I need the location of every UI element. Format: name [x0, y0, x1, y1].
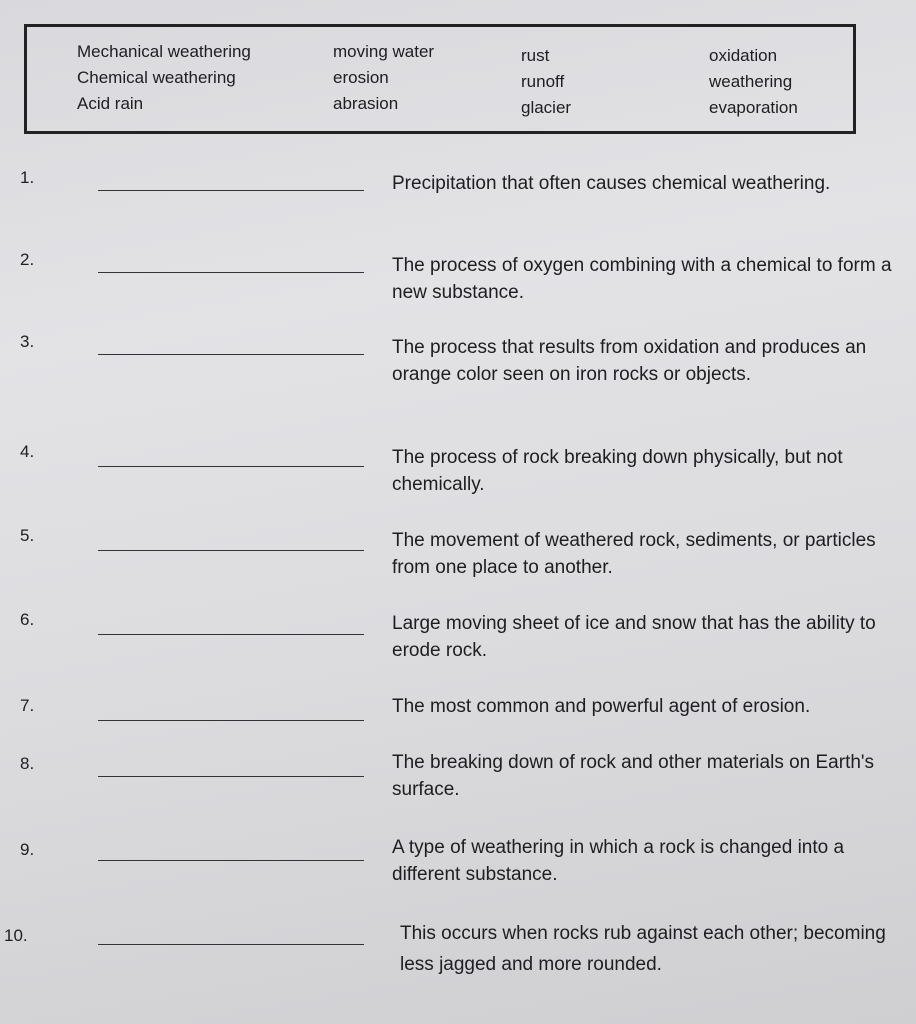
word-bank-column — [521, 43, 571, 121]
answer-blank[interactable] — [98, 860, 364, 861]
answer-blank[interactable] — [98, 354, 364, 355]
word-bank-term: Chemical weathering — [77, 68, 236, 87]
answer-blank[interactable] — [98, 466, 364, 467]
word-bank-column — [333, 39, 434, 117]
word-bank-term: abrasion — [333, 94, 399, 113]
word-bank-term: erosion — [333, 68, 389, 87]
question-number: 6. — [20, 610, 35, 629]
word-bank-term: moving water — [333, 42, 435, 61]
word-bank-box — [24, 24, 856, 134]
question-number: 5. — [20, 526, 35, 545]
question-definition: The breaking down of rock and other materials on Earth's surface. — [392, 752, 875, 800]
word-bank-term: rust — [521, 46, 550, 65]
question-definition: The process that results from oxidation and produces an orange color seen on iron rocks or objects. — [392, 337, 867, 385]
answer-blank[interactable] — [98, 550, 364, 551]
question-definition: A type of weathering in which a rock is changed into a different substance. — [392, 837, 845, 885]
question-definition: The process of oxygen combining with a chemical to form a new substance. — [392, 255, 892, 303]
word-bank-term: runoff — [521, 72, 565, 91]
answer-blank[interactable] — [98, 634, 364, 635]
question-number: 7. — [20, 696, 35, 715]
question-number: 9. — [20, 840, 35, 859]
question-definition: Large moving sheet of ice and snow that has the ability to erode rock. — [392, 613, 876, 661]
question-number: 10. — [4, 926, 28, 945]
word-bank-term: oxidation — [709, 46, 778, 65]
answer-blank[interactable] — [98, 720, 364, 721]
question-number: 8. — [20, 754, 35, 773]
answer-blank[interactable] — [98, 776, 364, 777]
question-number: 1. — [20, 168, 35, 187]
question-number: 2. — [20, 250, 35, 269]
question-definition: Precipitation that often causes chemical weathering. — [392, 173, 831, 194]
question-number: 3. — [20, 332, 35, 351]
question-definition: The movement of weathered rock, sediments, or particles from one place to another. — [392, 530, 876, 578]
answer-blank[interactable] — [98, 272, 364, 273]
question-definition: The most common and powerful agent of erosion. — [392, 696, 811, 717]
word-bank-term: Mechanical weathering — [77, 42, 251, 61]
question-definition: This occurs when rocks rub against each other; becoming less jagged and more rounded. — [400, 923, 886, 975]
word-bank-term: evaporation — [709, 98, 798, 117]
word-bank-term: weathering — [709, 72, 793, 91]
word-bank-term: Acid rain — [77, 94, 144, 113]
word-bank-column — [77, 39, 251, 117]
question-definition: The process of rock breaking down physically, but not chemically. — [392, 447, 843, 495]
answer-blank[interactable] — [98, 190, 364, 191]
word-bank-term: glacier — [521, 98, 572, 117]
answer-blank[interactable] — [98, 944, 364, 945]
word-bank-column — [709, 43, 798, 121]
question-number: 4. — [20, 442, 35, 461]
